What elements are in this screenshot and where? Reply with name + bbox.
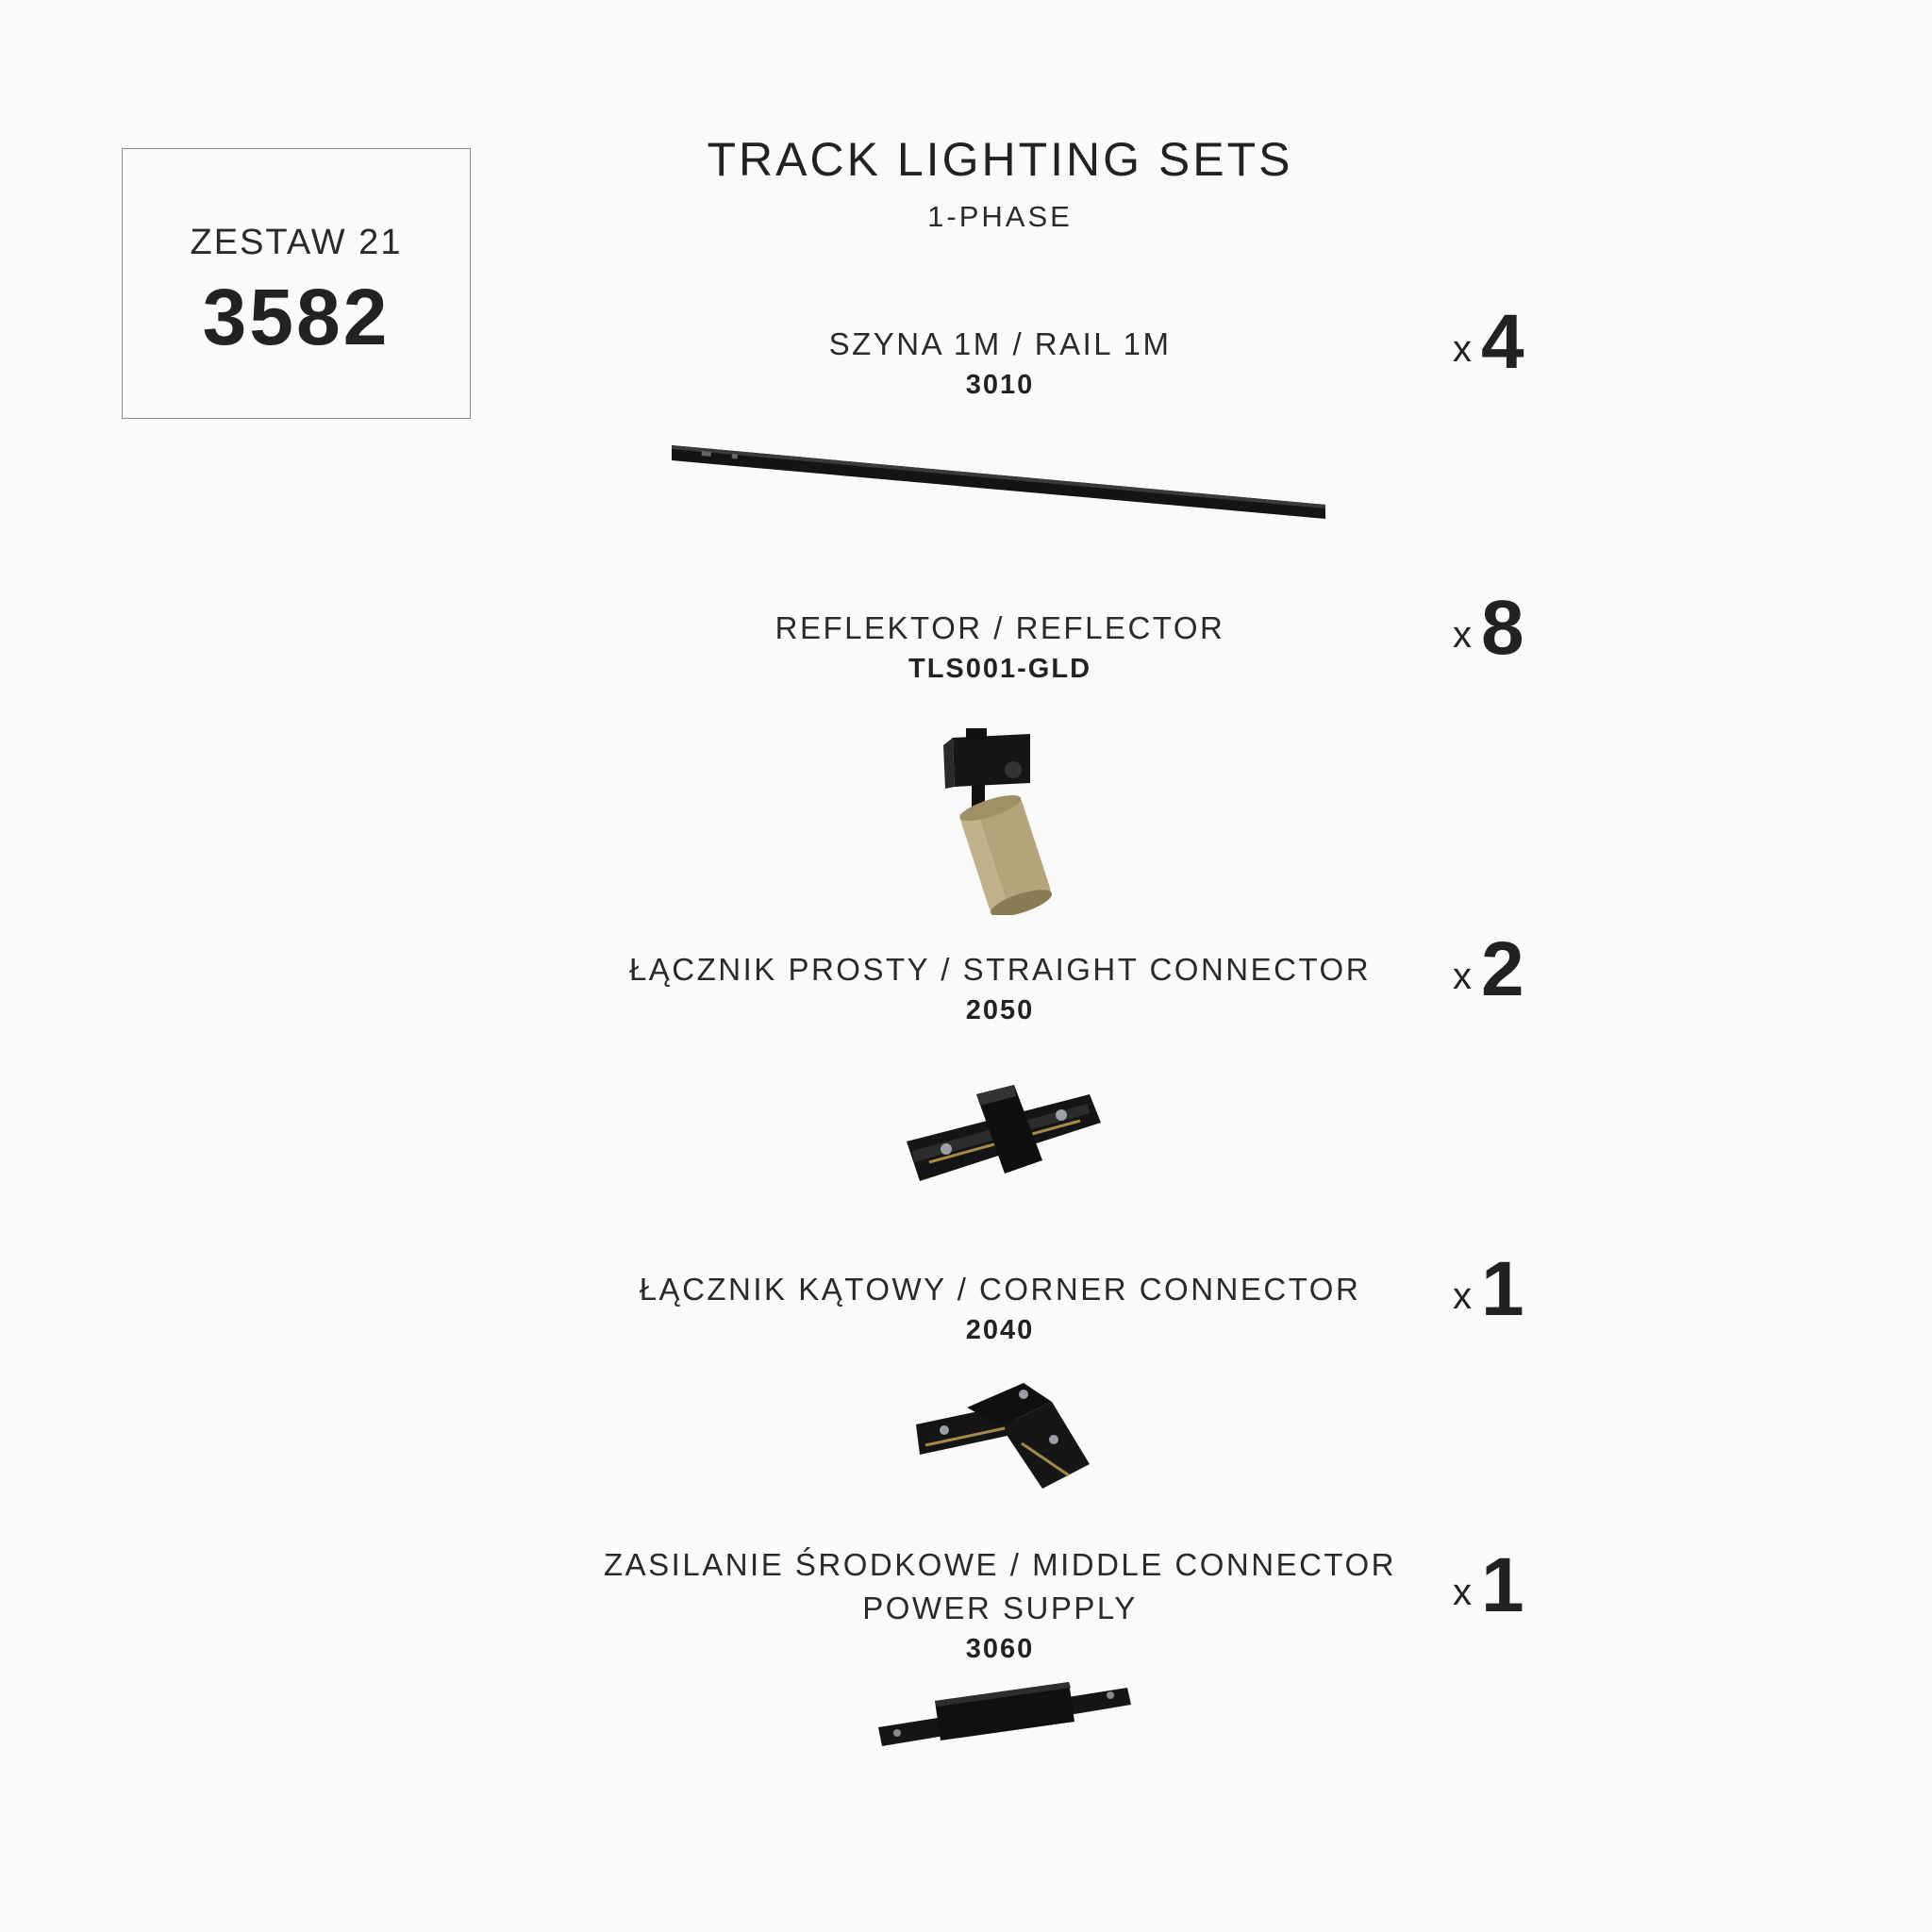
item-rail-code: 3010 bbox=[965, 370, 1035, 400]
set-number: 3582 bbox=[202, 273, 391, 361]
item-middle-connector-code: 3060 bbox=[965, 1634, 1035, 1664]
item-middle-connector-name-line2: POWER SUPPLY bbox=[862, 1591, 1138, 1625]
item-middle-connector-name: ZASILANIE ŚRODKOWE / MIDDLE CONNECTOR bbox=[604, 1547, 1396, 1582]
item-reflector-qty bbox=[1453, 585, 1585, 675]
track-rail-icon bbox=[660, 434, 1340, 528]
page-subtitle: 1-PHASE bbox=[927, 200, 1073, 233]
qty-value: 1 bbox=[1481, 1246, 1524, 1332]
middle-power-supply-icon bbox=[873, 1674, 1137, 1769]
item-corner-connector-code: 2040 bbox=[965, 1315, 1035, 1345]
item-rail-name: SZYNA 1M / RAIL 1M bbox=[828, 326, 1172, 361]
set-label: ZESTAW 21 bbox=[190, 223, 403, 262]
item-straight-connector-qty bbox=[1453, 926, 1585, 1016]
qty-value: 4 bbox=[1481, 299, 1524, 385]
item-straight-connector-code: 2050 bbox=[965, 995, 1035, 1025]
qty-prefix: x bbox=[1453, 956, 1472, 997]
corner-connector-icon bbox=[910, 1377, 1099, 1500]
item-straight-connector-name: ŁĄCZNIK PROSTY / STRAIGHT CONNECTOR bbox=[628, 952, 1372, 987]
item-corner-connector-name: ŁĄCZNIK KĄTOWY / CORNER CONNECTOR bbox=[639, 1272, 1361, 1307]
item-reflector-name: REFLEKTOR / REFLECTOR bbox=[774, 610, 1225, 645]
qty-value: 2 bbox=[1481, 926, 1524, 1012]
spotlight-icon bbox=[934, 726, 1075, 915]
straight-connector-icon bbox=[901, 1075, 1108, 1198]
qty-prefix: x bbox=[1453, 1572, 1472, 1613]
item-corner-connector-qty bbox=[1453, 1246, 1585, 1336]
qty-prefix: x bbox=[1453, 1275, 1472, 1317]
set-box bbox=[122, 148, 471, 419]
qty-prefix: x bbox=[1453, 328, 1472, 370]
item-middle-connector-qty bbox=[1453, 1542, 1585, 1632]
item-reflector-code: TLS001-GLD bbox=[908, 654, 1092, 684]
item-rail-qty bbox=[1453, 299, 1585, 389]
qty-value: 1 bbox=[1481, 1542, 1524, 1628]
page-title: TRACK LIGHTING SETS bbox=[707, 133, 1293, 186]
qty-prefix: x bbox=[1453, 614, 1472, 656]
qty-value: 8 bbox=[1481, 585, 1524, 671]
